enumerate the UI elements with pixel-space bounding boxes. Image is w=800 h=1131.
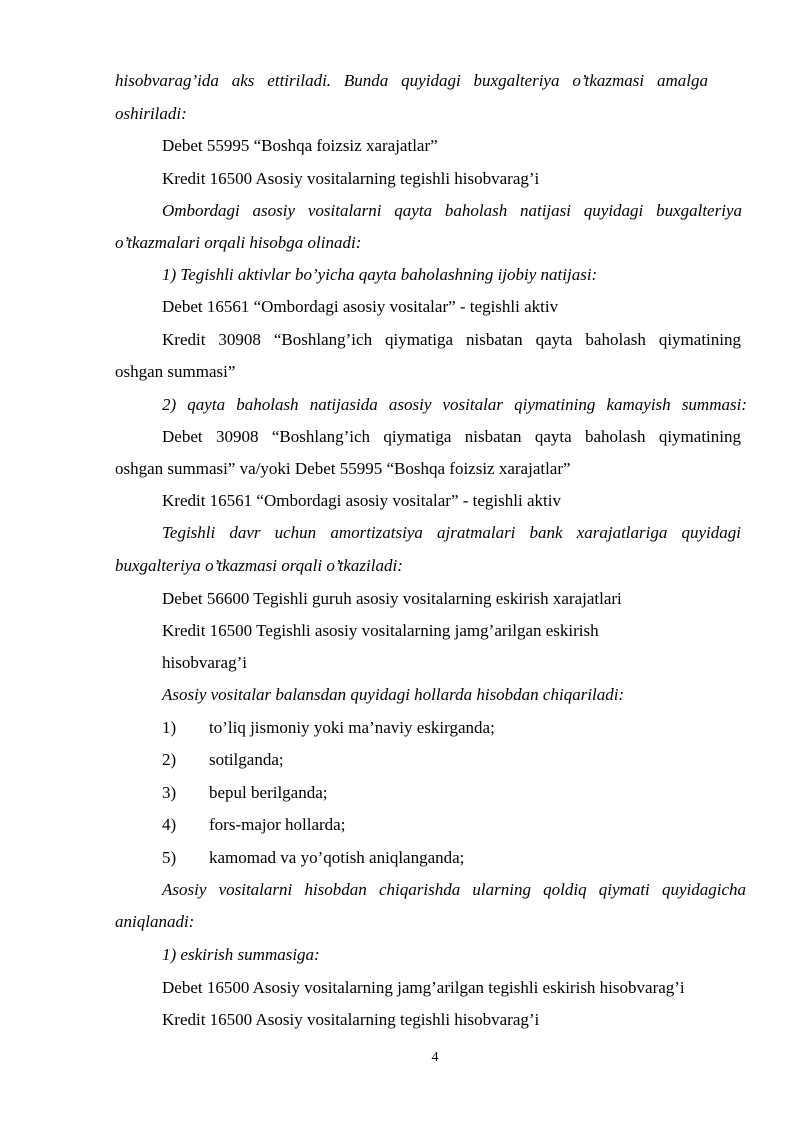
text-line: Asosiy vositalarni hisobdan chiqarishda ularning qoldiq qiymati quyidagicha [162, 880, 746, 899]
page-number: 4 [431, 1050, 439, 1065]
text-line: Ombordagi asosiy vositalarni qayta baholash natijasi quyidagi buxgalteriya [162, 201, 742, 220]
list-item: bepul berilganda; [209, 783, 328, 802]
list-number: 1) [162, 718, 177, 737]
text-line: aniqlanadi: [115, 912, 195, 931]
text-line: oshiriladi: [115, 104, 187, 123]
text-line: oshgan summasi” va/yoki Debet 55995 “Boshqa foizsiz xarajatlar” [115, 459, 571, 478]
text-line: o’tkazmalari orqali hisobga olinadi: [115, 233, 362, 252]
text-line: Debet 55995 “Boshqa foizsiz xarajatlar” [162, 136, 438, 155]
list-item: fors-major hollarda; [209, 815, 346, 834]
text-line: Debet 30908 “Boshlang’ich qiymatiga nisbatan qayta baholash qiymatining [162, 427, 741, 446]
text-line: Kredit 16500 Tegishli asosiy vositalarning jamg’arilgan eskirish [162, 621, 599, 640]
text-line: buxgalteriya o’tkazmasi orqali o’tkaziladi: [115, 556, 403, 575]
text-line: 1) eskirish summasiga: [162, 945, 320, 964]
text-line: Debet 16561 “Ombordagi asosiy vositalar” - tegishli aktiv [162, 297, 559, 316]
text-line: Kredit 16500 Asosiy vositalarning tegishli hisobvarag’i [162, 1010, 540, 1029]
text-line: oshgan summasi” [115, 362, 236, 381]
text-line: Kredit 16500 Asosiy vositalarning tegishli hisobvarag’i [162, 169, 540, 188]
text-line: 2) qayta baholash natijasida asosiy vositalar qiymatining kamayish summasi: [162, 395, 747, 414]
list-number: 3) [162, 783, 177, 802]
text-line: Tegishli davr uchun amortizatsiya ajratmalari bank xarajatlariga quyidagi [162, 523, 741, 542]
list-number: 5) [162, 848, 177, 867]
list-item: to’liq jismoniy yoki ma’naviy eskirganda; [209, 718, 495, 737]
text-line: hisobvarag’ida aks ettiriladi. Bunda quyidagi buxgalteriya o’tkazmasi amalga [115, 71, 708, 90]
text-line: Kredit 16561 “Ombordagi asosiy vositalar” - tegishli aktiv [162, 491, 561, 510]
list-number: 4) [162, 815, 177, 834]
text-line: hisobvarag’i [162, 653, 247, 672]
list-item: sotilganda; [209, 750, 284, 769]
text-line: 1) Tegishli aktivlar bo’yicha qayta baholashning ijobiy natijasi: [162, 265, 598, 284]
text-line: Debet 16500 Asosiy vositalarning jamg’arilgan tegishli eskirish hisobvarag’i [162, 978, 685, 997]
list-number: 2) [162, 750, 177, 769]
text-line: Asosiy vositalar balansdan quyidagi hollarda hisobdan chiqariladi: [162, 685, 625, 704]
text-line: Debet 56600 Tegishli guruh asosiy vositalarning eskirish xarajatlari [162, 589, 622, 608]
text-line: Kredit 30908 “Boshlang’ich qiymatiga nisbatan qayta baholash qiymatining [162, 330, 741, 349]
list-item: kamomad va yo’qotish aniqlanganda; [209, 848, 465, 867]
